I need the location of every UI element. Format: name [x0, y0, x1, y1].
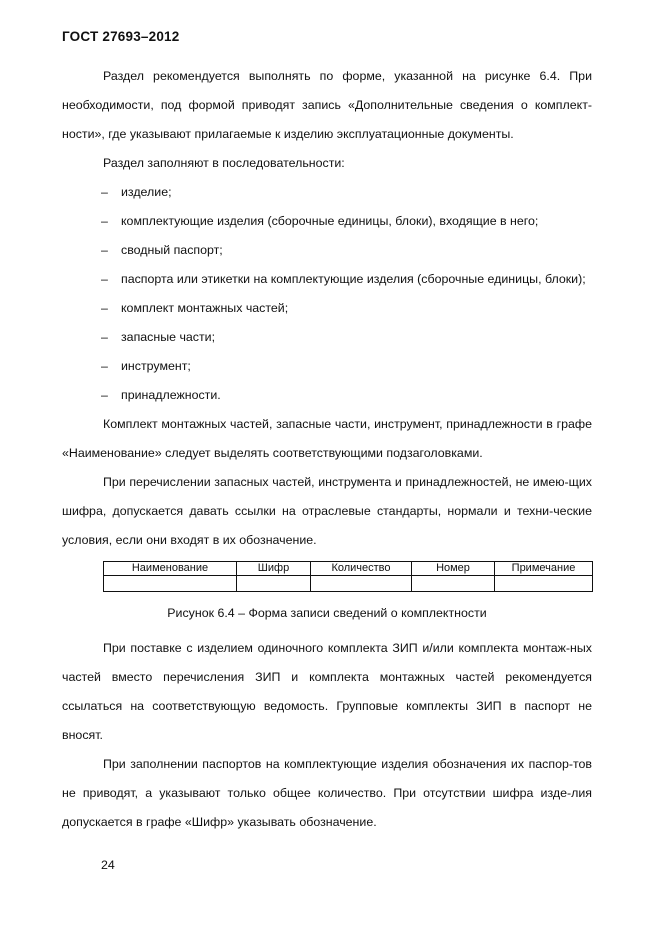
paragraph: При заполнении паспортов на комплектующие изделия обозначения их паспор-тов не приводят, а указывают только общее количество. При отсутствии шифра изде-лия допускается в графе «Шифр» указывать обозначение. — [62, 757, 592, 829]
page-number: 24 — [101, 858, 115, 872]
list-dash: – — [101, 359, 108, 373]
list-item-text: паспорта или этикетки на комплектующие изделия (сборочные единицы, блоки); — [121, 272, 586, 286]
list-item — [62, 236, 592, 265]
list-item — [62, 323, 592, 352]
list-item — [62, 178, 592, 207]
column-header-quantity: Количество — [311, 562, 412, 576]
table-row — [104, 576, 593, 592]
paragraph: Раздел заполняют в последовательности: — [103, 156, 345, 170]
list-dash: – — [101, 388, 108, 402]
list-item — [62, 352, 592, 381]
table-cell — [311, 576, 412, 592]
list-dash: – — [101, 330, 108, 344]
paragraph: Комплект монтажных частей, запасные части, инструмент, принадлежности в графе «Наименование» следует выделять соответствующими подзаголовками. — [62, 417, 592, 460]
column-header-name: Наименование — [104, 562, 237, 576]
list-dash: – — [101, 185, 108, 199]
list-dash: – — [101, 214, 108, 228]
paragraph: Раздел рекомендуется выполнять по форме, указанной на рисунке 6.4. При необходимости, под формой приводят запись «Дополнительные сведения о комплект-ности», где указывают прилагаемые к изделию эксплуатационные документы. — [62, 69, 592, 141]
list-item — [62, 265, 592, 294]
list-item — [62, 381, 592, 410]
paragraph: При поставке с изделием одиночного комплекта ЗИП и/или комплекта монтаж-ных частей вместо перечисления ЗИП и комплекта монтажных частей рекомендуется ссылаться на соответствующую ведомость. Групповые комплекты ЗИП в паспорт не вносят. — [62, 641, 592, 742]
list-dash: – — [101, 243, 108, 257]
list-item-text: комплектующие изделия (сборочные единицы, блоки), входящие в него; — [121, 214, 539, 228]
table-cell — [104, 576, 237, 592]
list-item — [62, 207, 592, 236]
column-header-note: Примечание — [495, 562, 593, 576]
sequence-list — [62, 178, 592, 410]
column-header-code: Шифр — [237, 562, 311, 576]
column-header-number: Номер — [412, 562, 495, 576]
table-cell — [237, 576, 311, 592]
list-item-text: инструмент; — [121, 359, 191, 373]
list-item-text: запасные части; — [121, 330, 216, 344]
table-cell — [495, 576, 593, 592]
list-item-text: комплект монтажных частей; — [121, 301, 289, 315]
list-item-text: сводный паспорт; — [121, 243, 223, 257]
table-cell — [412, 576, 495, 592]
document-code-header: ГОСТ 27693–2012 — [62, 29, 180, 44]
completeness-form-table — [103, 561, 593, 592]
list-dash: – — [101, 272, 108, 286]
figure-caption: Рисунок 6.4 – Форма записи сведений о комплектности — [167, 606, 487, 620]
list-item — [62, 294, 592, 323]
list-dash: – — [101, 301, 108, 315]
page-body — [62, 62, 592, 837]
list-item-text: изделие; — [121, 185, 172, 199]
list-item-text: принадлежности. — [121, 388, 221, 402]
paragraph: При перечислении запасных частей, инструмента и принадлежностей, не имею-щих шифра, допускается давать ссылки на отраслевые стандарты, нормали и техни-ческие условия, если они входят в их обозначение. — [62, 475, 592, 547]
table-header-row — [104, 562, 593, 576]
